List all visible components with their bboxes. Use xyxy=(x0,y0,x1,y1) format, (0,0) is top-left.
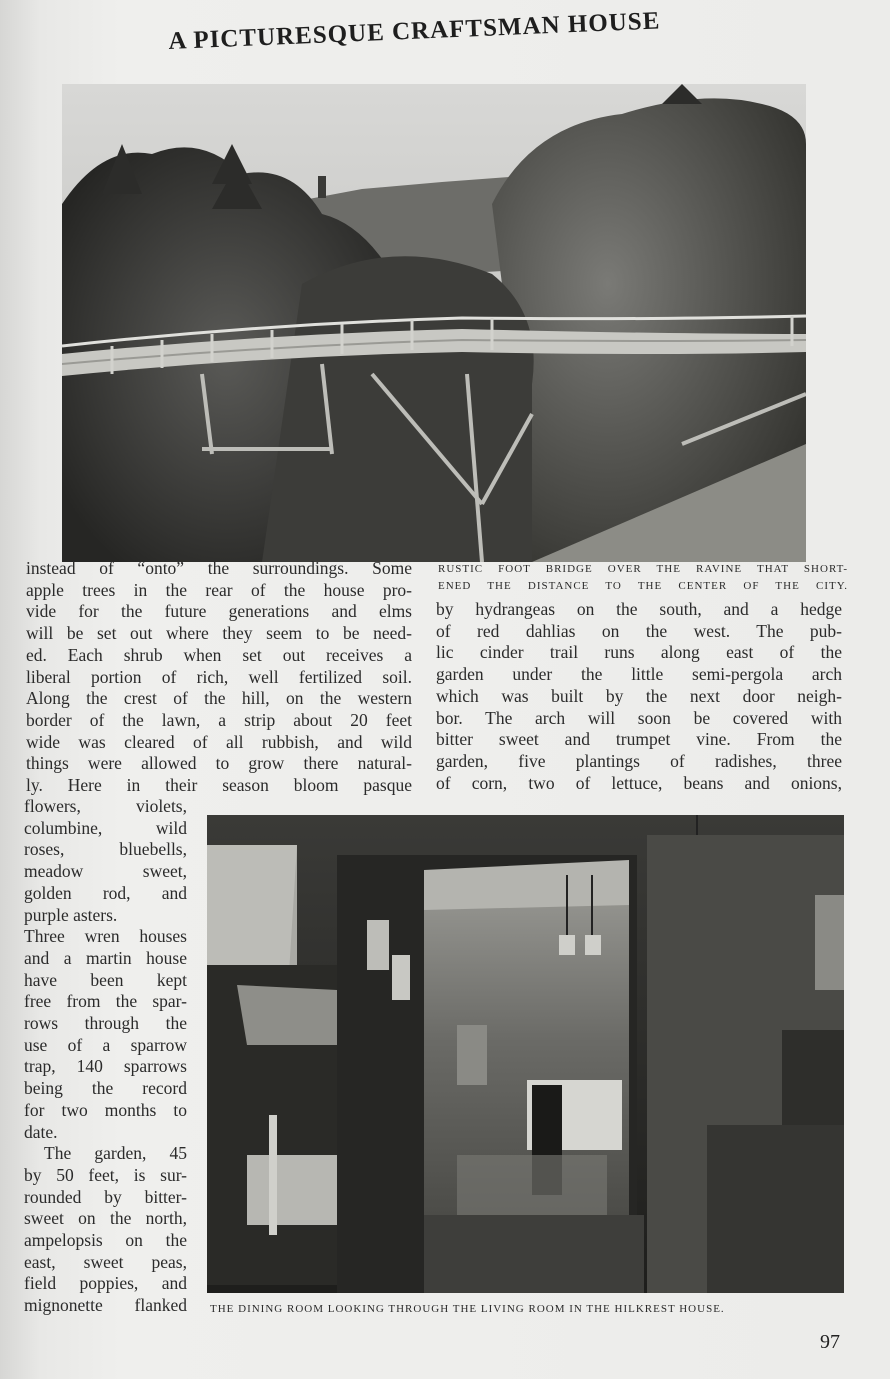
text-line: for two months to xyxy=(24,1099,187,1120)
text-line: free from the spar- xyxy=(24,991,187,1012)
body-text-left-upper xyxy=(26,558,412,797)
text-line: bitter sweet and trumpet vine. From the xyxy=(436,729,842,750)
text-line: ampelopsis on the xyxy=(24,1230,187,1251)
text-line: border of the lawn, a strip about 20 feet xyxy=(26,709,412,730)
text-line: garden under the little semi-pergola arch xyxy=(436,664,842,685)
text-line: wide was cleared of all rubbish, and wild xyxy=(26,731,412,752)
caption-line: RUSTIC FOOT BRIDGE OVER THE RAVINE THAT SHORT- xyxy=(438,563,848,575)
footbridge-caption xyxy=(438,561,848,595)
text-line: east, sweet peas, xyxy=(24,1251,187,1272)
text-line: The garden, 45 xyxy=(44,1143,187,1164)
text-line: golden rod, and xyxy=(24,882,187,903)
text-line: by 50 feet, is sur- xyxy=(24,1164,187,1185)
text-line: and a martin house xyxy=(24,947,187,968)
footbridge-photo xyxy=(62,84,806,562)
text-line: date. xyxy=(24,1121,58,1142)
text-line: instead of “onto” the surroundings. Some xyxy=(26,558,412,578)
text-line: mignonette flanked xyxy=(24,1295,187,1316)
text-line: rows through the xyxy=(24,1013,187,1034)
page-number: 97 xyxy=(820,1331,840,1353)
body-text-right xyxy=(436,599,842,794)
page-title: A PICTURESQUE CRAFTSMAN HOUSE xyxy=(167,7,661,56)
text-line: things were allowed to grow there natural- xyxy=(26,753,412,774)
text-line: use of a sparrow xyxy=(24,1034,187,1055)
body-text-left-lower xyxy=(24,796,187,1317)
text-line: by hydrangeas on the south, and a hedge xyxy=(436,599,842,619)
text-line: field poppies, and xyxy=(24,1273,187,1294)
text-line: purple asters. xyxy=(24,904,118,925)
text-line: bor. The arch will soon be covered with xyxy=(436,707,842,728)
text-line: meadow sweet, xyxy=(24,861,187,882)
text-line: flowers, violets, xyxy=(24,796,187,816)
text-line: ed. Each shrub when set out receives a xyxy=(26,644,412,665)
text-line: of red dahlias on the west. The pub- xyxy=(436,620,842,641)
dining-room-caption: THE DINING ROOM LOOKING THROUGH THE LIVING ROOM IN THE HILKREST HOUSE. xyxy=(210,1303,725,1315)
caption-line: ENED THE DISTANCE TO THE CENTER OF THE CITY. xyxy=(438,580,848,592)
text-line: garden, five plantings of radishes, three xyxy=(436,750,842,771)
text-line: have been kept xyxy=(24,969,187,990)
text-line: will be set out where they seem to be need- xyxy=(26,623,412,644)
text-line: trap, 140 sparrows xyxy=(24,1056,187,1077)
text-line: ly. Here in their season bloom pasque xyxy=(26,775,412,796)
text-line: being the record xyxy=(24,1078,187,1099)
text-line: lic cinder trail runs along east of the xyxy=(436,642,842,663)
text-line: which was built by the next door neigh- xyxy=(436,685,842,706)
text-line: apple trees in the rear of the house pro- xyxy=(26,579,412,600)
text-line: vide for the future generations and elms xyxy=(26,601,412,622)
text-line: liberal portion of rich, well fertilized soil. xyxy=(26,666,412,687)
dining-room-photo xyxy=(207,815,844,1293)
text-line: columbine, wild xyxy=(24,817,187,838)
text-line: Three wren houses xyxy=(24,926,187,947)
text-line: Along the crest of the hill, on the western xyxy=(26,688,412,709)
text-line: rounded by bitter- xyxy=(24,1186,187,1207)
text-line: sweet on the north, xyxy=(24,1208,187,1229)
text-line: of corn, two of lettuce, beans and onions, xyxy=(436,772,842,793)
text-line: roses, bluebells, xyxy=(24,839,187,860)
